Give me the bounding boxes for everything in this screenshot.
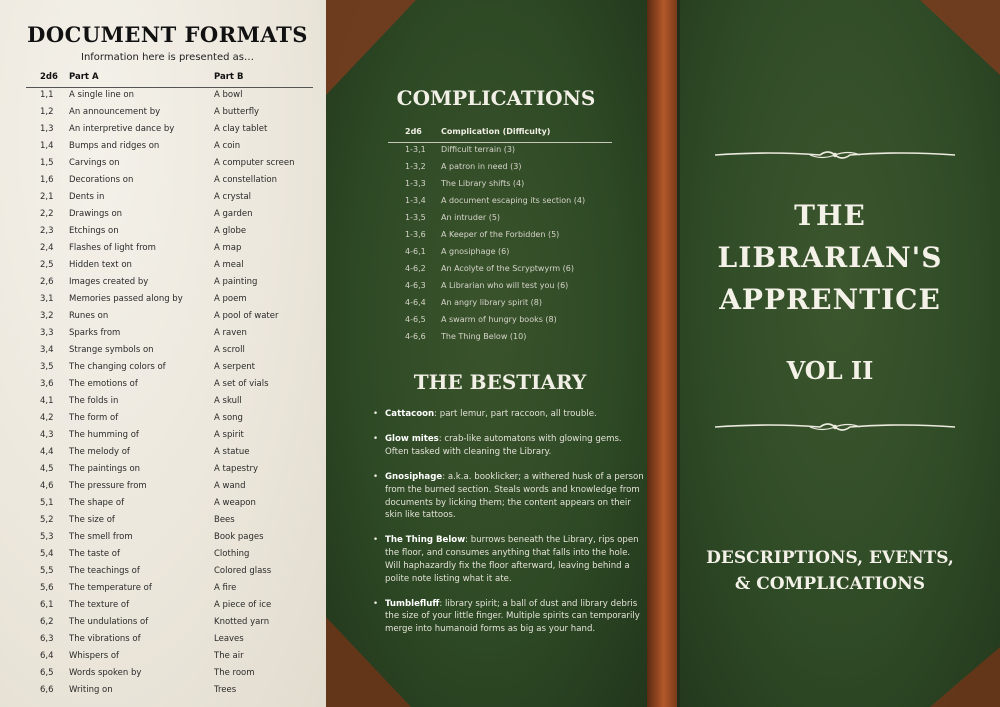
roll-cell: 1-3,6 — [405, 230, 426, 239]
roll-cell: 1-3,4 — [405, 196, 426, 205]
table-row — [26, 207, 313, 224]
list-item — [385, 408, 647, 421]
part-a-cell: The size of — [69, 515, 115, 525]
part-a-cell: The smell from — [69, 532, 133, 542]
roll-cell: 3,2 — [40, 311, 54, 321]
table-row — [26, 122, 313, 139]
roll-cell: 5,1 — [40, 498, 54, 508]
part-a-cell: The teachings of — [69, 566, 140, 576]
roll-cell: 6,1 — [40, 600, 54, 610]
part-a-cell: Words spoken by — [69, 668, 142, 678]
roll-cell: 6,2 — [40, 617, 54, 627]
part-a-cell: Images created by — [69, 277, 149, 287]
part-a-cell: Sparks from — [69, 328, 121, 338]
part-b-cell: A constellation — [214, 175, 277, 185]
part-a-cell: Writing on — [69, 685, 113, 695]
roll-cell: 5,3 — [40, 532, 54, 542]
table-row — [388, 194, 612, 211]
part-a-cell: The taste of — [69, 549, 120, 559]
complication-cell: The Library shifts (4) — [441, 179, 525, 188]
part-a-cell: The pressure from — [69, 481, 147, 491]
part-a-cell: The paintings on — [69, 464, 141, 474]
table-row — [26, 224, 313, 241]
roll-cell: 5,4 — [40, 549, 54, 559]
part-b-cell: A crystal — [214, 192, 252, 202]
creature-name: Cattacoon — [385, 409, 435, 419]
complication-cell: An Acolyte of the Scryptwyrm (6) — [441, 264, 575, 273]
table-row — [26, 292, 313, 309]
creature-description: : part lemur, part raccoon, all trouble. — [434, 409, 597, 419]
part-b-cell: A meal — [214, 260, 244, 270]
book-title — [690, 195, 970, 321]
part-b-cell: Knotted yarn — [214, 617, 270, 627]
table-row — [26, 309, 313, 326]
part-b-cell: A statue — [214, 447, 250, 457]
leather-corner — [920, 0, 1000, 75]
part-b-cell: A painting — [214, 277, 258, 287]
roll-cell: 4,4 — [40, 447, 54, 457]
part-b-cell: A skull — [214, 396, 242, 406]
roll-cell: 6,4 — [40, 651, 54, 661]
part-a-cell: Carvings on — [69, 158, 120, 168]
roll-cell: 3,5 — [40, 362, 54, 372]
part-a-cell: Hidden text on — [69, 260, 132, 270]
table-row — [388, 245, 612, 262]
roll-cell: 4-6,1 — [405, 247, 426, 256]
leather-corner — [930, 647, 1000, 707]
part-b-cell: A map — [214, 243, 242, 253]
table-row — [388, 143, 612, 160]
roll-cell: 1,2 — [40, 107, 54, 117]
part-a-cell: The vibrations of — [69, 634, 141, 644]
roll-cell: 1,5 — [40, 158, 54, 168]
table-row — [26, 88, 313, 105]
part-b-cell: A bowl — [214, 90, 243, 100]
table-row — [26, 326, 313, 343]
part-a-cell: The form of — [69, 413, 119, 423]
table-row — [26, 581, 313, 598]
book-title-line: THE — [794, 199, 866, 232]
part-b-cell: A wand — [214, 481, 246, 491]
part-a-cell: Whispers of — [69, 651, 120, 661]
roll-cell: 2,5 — [40, 260, 54, 270]
part-a-cell: Flashes of light from — [69, 243, 156, 253]
table-row — [26, 156, 313, 173]
part-a-cell: A single line on — [69, 90, 135, 100]
roll-cell: 6,6 — [40, 685, 54, 695]
table-row — [26, 649, 313, 666]
roll-cell: 3,3 — [40, 328, 54, 338]
column-header-roll: 2d6 — [405, 127, 422, 136]
roll-cell: 5,6 — [40, 583, 54, 593]
part-a-cell: An interpretive dance by — [69, 124, 175, 134]
table-row — [26, 105, 313, 122]
part-b-cell: A spirit — [214, 430, 244, 440]
roll-cell: 3,4 — [40, 345, 54, 355]
column-header-complication: Complication (Difficulty) — [441, 127, 551, 136]
table-row — [26, 139, 313, 156]
flourish-divider-icon — [710, 148, 960, 162]
book-title-line: APPRENTICE — [719, 283, 941, 316]
part-b-cell: A computer screen — [214, 158, 295, 168]
part-b-cell: A globe — [214, 226, 247, 236]
complication-cell: Difficult terrain (3) — [441, 145, 516, 154]
creature-name: Tumblefluff — [385, 598, 440, 609]
part-a-cell: An announcement by — [69, 107, 161, 117]
part-b-cell: A garden — [214, 209, 253, 219]
roll-cell: 6,3 — [40, 634, 54, 644]
roll-cell: 5,2 — [40, 515, 54, 525]
table-row — [26, 394, 313, 411]
roll-cell: 4,3 — [40, 430, 54, 440]
complications-title: COMPLICATIONS — [396, 86, 596, 110]
cover-tagline — [690, 545, 970, 597]
part-b-cell: A song — [214, 413, 243, 423]
table-row — [26, 377, 313, 394]
roll-cell: 4-6,6 — [405, 332, 426, 341]
table-row — [388, 228, 612, 245]
part-a-cell: The temperature of — [69, 583, 152, 593]
roll-cell: 1,6 — [40, 175, 54, 185]
part-a-cell: Etchings on — [69, 226, 119, 236]
roll-cell: 2,3 — [40, 226, 54, 236]
part-a-cell: The humming of — [69, 430, 139, 440]
complication-cell: A gnosiphage (6) — [441, 247, 510, 256]
part-b-cell: A poem — [214, 294, 247, 304]
table-row — [26, 547, 313, 564]
list-item — [385, 598, 647, 636]
roll-cell: 2,4 — [40, 243, 54, 253]
table-row — [388, 330, 612, 347]
part-b-cell: A raven — [214, 328, 247, 338]
creature-name: The Thing Below — [385, 535, 466, 546]
complication-cell: A document escaping its section (4) — [441, 196, 586, 205]
formats-table-body — [26, 88, 313, 700]
part-a-cell: The shape of — [69, 498, 125, 508]
table-row — [26, 360, 313, 377]
table-row — [26, 513, 313, 530]
creature-description: : burrows beneath the Library, rips open the floor, and consumes anything that falls into the hole. Will haphazardly fix the floor afterward, leaving behind a polite note listing what it ate. — [385, 535, 639, 584]
part-a-cell: Decorations on — [69, 175, 134, 185]
roll-cell: 1,4 — [40, 141, 54, 151]
table-row — [388, 279, 612, 296]
part-b-cell: Clothing — [214, 549, 250, 559]
part-b-cell: A coin — [214, 141, 241, 151]
volume-label: VOL II — [786, 356, 874, 385]
part-a-cell: Runes on — [69, 311, 109, 321]
table-row — [26, 598, 313, 615]
roll-cell: 5,5 — [40, 566, 54, 576]
roll-cell: 1,3 — [40, 124, 54, 134]
bestiary-list — [373, 408, 647, 648]
creature-description: : library spirit; a ball of dust and library debris the size of your little finger. Multiple spirits can temporarily merge into humanoid forms as big as your hand. — [385, 598, 640, 635]
part-a-cell: The melody of — [69, 447, 130, 457]
creature-name: Glow mites — [385, 434, 439, 445]
table-row — [26, 564, 313, 581]
complication-cell: An intruder (5) — [441, 213, 501, 222]
roll-cell: 2,6 — [40, 277, 54, 287]
part-b-cell: A pool of water — [214, 311, 279, 321]
document-formats-page — [0, 0, 326, 707]
list-item — [385, 433, 647, 458]
table-row — [26, 411, 313, 428]
page-subtitle: Information here is presented as… — [81, 52, 254, 63]
roll-cell: 1-3,1 — [405, 145, 426, 154]
part-a-cell: The folds in — [69, 396, 119, 406]
part-a-cell: The emotions of — [69, 379, 138, 389]
creature-description: : a.k.a. booklicker; a withered husk of a person from the burned section. Steals words and knowledge from documents by licking them; the content appears on their skin like tattoos. — [385, 472, 644, 521]
part-a-cell: The undulations of — [69, 617, 149, 627]
complication-cell: A Keeper of the Forbidden (5) — [441, 230, 560, 239]
cover-page — [680, 0, 1000, 707]
tagline-line: & COMPLICATIONS — [734, 574, 926, 594]
roll-cell: 4,2 — [40, 413, 54, 423]
roll-cell: 2,1 — [40, 192, 54, 202]
table-row — [388, 177, 612, 194]
roll-cell: 2,2 — [40, 209, 54, 219]
roll-cell: 1-3,5 — [405, 213, 426, 222]
part-b-cell: A serpent — [214, 362, 256, 372]
book-title-line: LIBRARIAN'S — [717, 241, 943, 274]
roll-cell: 4-6,3 — [405, 281, 426, 290]
part-a-cell: The texture of — [69, 600, 130, 610]
part-a-cell: Bumps and ridges on — [69, 141, 160, 151]
table-row — [388, 160, 612, 177]
part-b-cell: Book pages — [214, 532, 264, 542]
roll-cell: 4,5 — [40, 464, 54, 474]
table-row — [26, 462, 313, 479]
roll-cell: 1,1 — [40, 90, 54, 100]
part-b-cell: Leaves — [214, 634, 244, 644]
roll-cell: 4-6,4 — [405, 298, 426, 307]
complication-cell: A patron in need (3) — [441, 162, 522, 171]
complication-cell: A Librarian who will test you (6) — [441, 281, 569, 290]
part-b-cell: Bees — [214, 515, 235, 525]
part-b-cell: A weapon — [214, 498, 256, 508]
part-b-cell: The room — [214, 668, 255, 678]
table-row — [388, 296, 612, 313]
part-b-cell: Colored glass — [214, 566, 272, 576]
column-header-part-b: Part B — [214, 72, 244, 82]
table-row — [26, 479, 313, 496]
table-row — [388, 211, 612, 228]
leather-corner — [326, 0, 416, 95]
table-row — [26, 428, 313, 445]
table-row — [26, 632, 313, 649]
page-title: DOCUMENT FORMATS — [27, 22, 308, 47]
part-b-cell: A piece of ice — [214, 600, 272, 610]
part-b-cell: A set of vials — [214, 379, 269, 389]
table-row — [26, 190, 313, 207]
creature-description: : crab-like automatons with glowing gems. Often tasked with cleaning the Library. — [385, 434, 622, 457]
part-a-cell: Dents in — [69, 192, 105, 202]
table-row — [388, 313, 612, 330]
column-header-part-a: Part A — [69, 72, 99, 82]
book-spine — [647, 0, 677, 707]
tagline-line: DESCRIPTIONS, EVENTS, — [706, 548, 954, 568]
table-row — [26, 173, 313, 190]
complication-cell: A swarm of hungry books (8) — [441, 315, 557, 324]
roll-cell: 4-6,5 — [405, 315, 426, 324]
flourish-divider-icon — [710, 420, 960, 434]
table-row — [26, 615, 313, 632]
table-row — [26, 530, 313, 547]
table-row — [26, 445, 313, 462]
list-item — [385, 534, 647, 585]
table-row — [26, 496, 313, 513]
roll-cell: 1-3,2 — [405, 162, 426, 171]
part-a-cell: Memories passed along by — [69, 294, 183, 304]
part-a-cell: The changing colors of — [69, 362, 166, 372]
formats-table-header — [26, 70, 313, 88]
roll-cell: 3,6 — [40, 379, 54, 389]
part-b-cell: A scroll — [214, 345, 245, 355]
part-a-cell: Drawings on — [69, 209, 123, 219]
part-b-cell: Trees — [214, 685, 237, 695]
table-row — [26, 343, 313, 360]
roll-cell: 3,1 — [40, 294, 54, 304]
complications-table-body — [388, 143, 612, 347]
creature-name: Gnosiphage — [385, 472, 443, 483]
roll-cell: 4-6,2 — [405, 264, 426, 273]
table-row — [388, 262, 612, 279]
part-b-cell: A butterfly — [214, 107, 260, 117]
complications-table-header — [388, 125, 612, 143]
table-row — [26, 275, 313, 292]
part-a-cell: Strange symbols on — [69, 345, 154, 355]
table-row — [26, 666, 313, 683]
part-b-cell: A fire — [214, 583, 237, 593]
roll-cell: 1-3,3 — [405, 179, 426, 188]
table-row — [26, 683, 313, 700]
list-item — [385, 471, 647, 522]
part-b-cell: A tapestry — [214, 464, 258, 474]
column-header-roll: 2d6 — [40, 72, 58, 82]
complication-cell: An angry library spirit (8) — [441, 298, 542, 307]
roll-cell: 4,6 — [40, 481, 54, 491]
table-row — [26, 258, 313, 275]
part-b-cell: A clay tablet — [214, 124, 268, 134]
roll-cell: 6,5 — [40, 668, 54, 678]
complication-cell: The Thing Below (10) — [441, 332, 527, 341]
roll-cell: 4,1 — [40, 396, 54, 406]
bestiary-title: THE BESTIARY — [413, 370, 587, 394]
table-row — [26, 241, 313, 258]
part-b-cell: The air — [214, 651, 244, 661]
